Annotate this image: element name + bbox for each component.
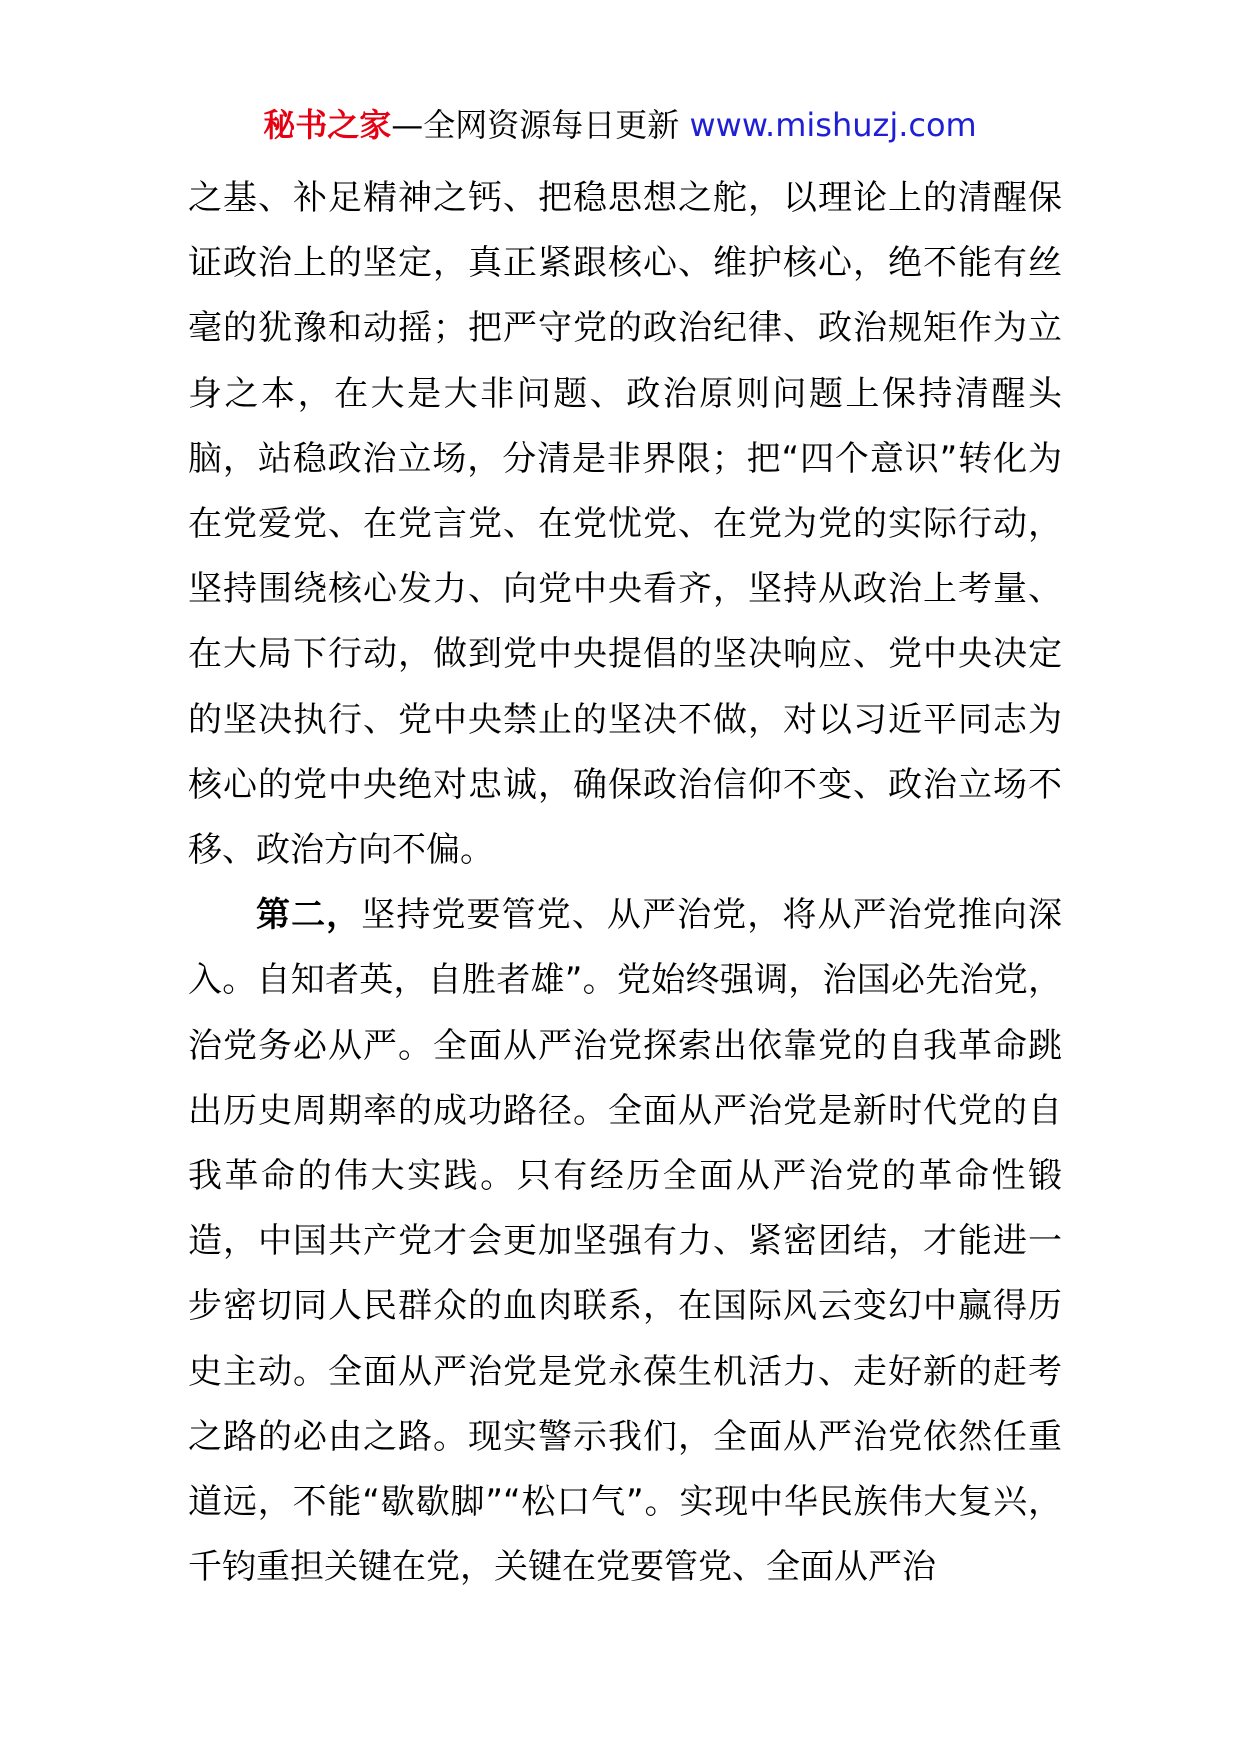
site-header bbox=[0, 100, 1240, 150]
site-brand: 秘书之家 bbox=[263, 106, 392, 144]
paragraph-second-point bbox=[188, 883, 1062, 1600]
paragraph-lead: 第二， bbox=[256, 895, 362, 936]
paragraph-continued bbox=[188, 166, 1062, 883]
site-url-link[interactable]: www.mishuzj.com bbox=[689, 106, 977, 144]
document-body bbox=[188, 166, 1062, 1600]
paragraph-text: 之基、补足精神之钙、把稳思想之舵，以理论上的清醒保证政治上的坚定，真正紧跟核心、维护核心，绝不能有丝毫的犹豫和动摇；把严守党的政治纪律、政治规矩作为立身之本，在大是大非问题、政治原则问题上保持清醒头脑，站稳政治立场，分清是非界限；把“四个意识”转化为在党爱党、在党言党、在党忧党、在党为党的实际行动，坚持围绕核心发力、向党中央看齐，坚持从政治上考量、在大局下行动，做到党中央提倡的坚决响应、党中央决定的坚决执行、党中央禁止的坚决不做，对以习近平同志为核心的党中央绝对忠诚，确保政治信仰不变、政治立场不移、政治方向不偏。 bbox=[188, 178, 1062, 871]
site-tagline: —全网资源每日更新 bbox=[391, 106, 680, 144]
paragraph-text: 坚持党要管党、从严治党，将从严治党推向深入。自知者英，自胜者雄”。党始终强调，治国必先治党，治党务必从严。全面从严治党探索出依靠党的自我革命跳出历史周期率的成功路径。全面从严治党是新时代党的自我革命的伟大实践。只有经历全面从严治党的革命性锻造，中国共产党才会更加坚强有力、紧密团结，才能进一步密切同人民群众的血肉联系，在国际风云变幻中赢得历史主动。全面从严治党是党永葆生机活力、走好新的赶考之路的必由之路。现实警示我们，全面从严治党依然任重道远，不能“歇歇脚”“松口气”。实现中华民族伟大复兴，千钧重担关键在党，关键在党要管党、全面从严治 bbox=[188, 895, 1063, 1588]
